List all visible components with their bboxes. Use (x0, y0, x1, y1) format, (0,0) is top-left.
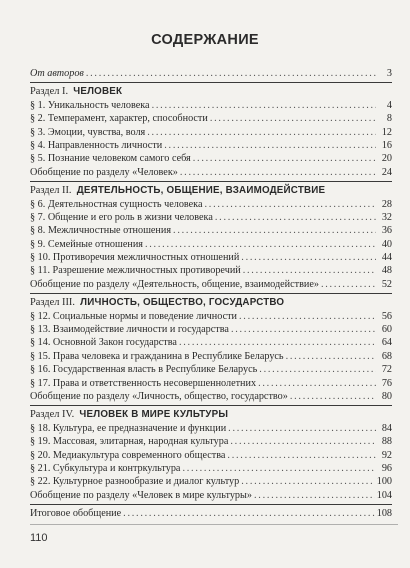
dot-leader (228, 422, 376, 435)
toc-entry-page: 12 (381, 126, 392, 138)
dot-leader (173, 224, 376, 237)
toc-entry-label: § 15. Права человека и гражданина в Республике Беларусь (30, 350, 284, 362)
dot-leader (243, 264, 376, 277)
dot-leader (145, 238, 376, 251)
page-title: СОДЕРЖАНИЕ (151, 32, 259, 48)
toc-entry-label: От авторов (30, 68, 84, 79)
dot-leader (258, 377, 376, 390)
dot-leader (241, 475, 374, 488)
dot-leader (164, 139, 376, 152)
toc-entry[interactable] (30, 449, 392, 462)
toc-entry[interactable] (30, 198, 392, 211)
section-heading (30, 408, 392, 421)
toc-entry[interactable] (30, 475, 392, 488)
toc-entry-label: § 20. Медиакультура современного общества (30, 449, 226, 461)
toc-entry-page: 28 (381, 198, 392, 210)
toc-entry-label: § 3. Эмоции, чувства, воля (30, 126, 146, 138)
toc-entry[interactable] (30, 390, 392, 403)
section-divider (30, 405, 392, 406)
toc-entry[interactable] (30, 377, 392, 390)
section-prefix: Раздел I. (30, 86, 69, 98)
toc-entry[interactable] (30, 278, 392, 291)
dot-leader (231, 323, 376, 336)
toc-entry-page: 100 (376, 476, 392, 488)
toc-entry-label: § 4. Направленность личности (30, 139, 163, 151)
toc-entry[interactable] (30, 489, 392, 502)
toc-entry-label: § 11. Разрешение межличностных противоречий (30, 265, 241, 277)
page-number: 110 (30, 532, 48, 544)
toc-entry-page: 3 (386, 68, 392, 79)
toc-entry[interactable] (30, 462, 392, 475)
dot-leader (215, 211, 376, 224)
toc-entry-label: Итоговое обобщение (30, 508, 122, 520)
dot-leader (152, 99, 376, 112)
toc-entry[interactable] (30, 152, 392, 165)
toc-entry-page: 40 (381, 238, 392, 250)
toc-entry-label: § 2. Темперамент, характер, способности (30, 113, 208, 125)
toc-entry-page: 8 (386, 113, 392, 125)
dot-leader (227, 449, 376, 462)
toc-entry-label: § 7. Общение и его роль в жизни человека (30, 211, 213, 223)
toc-entry[interactable] (30, 336, 392, 349)
toc-entry[interactable] (30, 422, 392, 435)
toc-entry[interactable] (30, 211, 392, 224)
section-divider (30, 293, 392, 294)
section-title: ЧЕЛОВЕК (73, 86, 123, 98)
toc-entry-label: Обобщение по разделу «Человек в мире культуры» (30, 489, 252, 501)
toc-entry-page: 60 (381, 324, 392, 336)
toc-entry-label: § 12. Социальные нормы и поведение личности (30, 310, 237, 322)
toc-entry-page: 64 (381, 337, 392, 349)
toc-entry-label: § 14. Основной Закон государства (30, 337, 177, 349)
toc-entry-final[interactable] (30, 507, 392, 520)
toc-entry-page: 76 (381, 377, 392, 389)
toc-entry-page: 84 (381, 422, 392, 434)
dot-leader (241, 251, 376, 264)
dot-leader (259, 363, 376, 376)
toc-entry-label: § 19. Массовая, элитарная, народная культура (30, 436, 229, 448)
dot-leader (210, 112, 376, 125)
toc-entry-page: 80 (381, 390, 392, 402)
section-heading (30, 296, 392, 309)
toc-entry-label: Обобщение по разделу «Деятельность, общение, взаимодействие» (30, 278, 319, 290)
section-title: ЧЕЛОВЕК В МИРЕ КУЛЬТУРЫ (79, 409, 229, 421)
toc-entry-label: § 13. Взаимодействие личности и государства (30, 324, 229, 336)
dot-leader (147, 126, 376, 139)
toc-entry-page: 72 (381, 364, 392, 376)
toc-entry[interactable] (30, 264, 392, 277)
dot-leader (86, 67, 376, 80)
dot-leader (193, 152, 376, 165)
dot-leader (239, 310, 376, 323)
toc-entry-page: 36 (381, 225, 392, 237)
toc-entry-page: 108 (376, 508, 392, 520)
toc-entry-label: § 9. Семейные отношения (30, 238, 143, 250)
toc-entry-page: 32 (381, 211, 392, 223)
dot-leader (123, 507, 375, 520)
footer-divider (30, 524, 398, 525)
toc-entry-page: 16 (381, 139, 392, 151)
section-title: ДЕЯТЕЛЬНОСТЬ, ОБЩЕНИЕ, ВЗАИМОДЕЙСТВИЕ (76, 185, 326, 197)
toc-entry-page: 88 (381, 436, 392, 448)
dot-leader (286, 350, 376, 363)
section-title: ЛИЧНОСТЬ, ОБЩЕСТВО, ГОСУДАРСТВО (80, 297, 285, 309)
dot-leader (182, 462, 376, 475)
toc-entry-page: 52 (381, 278, 392, 290)
section-prefix: Раздел II. (30, 185, 72, 197)
toc-entry[interactable] (30, 363, 392, 376)
dot-leader (321, 278, 376, 291)
toc-entry-label: § 6. Деятельностная сущность человека (30, 198, 203, 210)
section-divider (30, 82, 392, 83)
dot-leader (290, 390, 376, 403)
section-prefix: Раздел III. (30, 297, 75, 309)
toc-entry-page: 48 (381, 265, 392, 277)
toc-entry-intro[interactable] (30, 67, 392, 80)
section-prefix: Раздел IV. (30, 409, 75, 421)
toc-entry-label: § 17. Права и ответственность несовершеннолетних (30, 377, 257, 389)
toc-entry-label: § 8. Межличностные отношения (30, 225, 172, 237)
toc-entry[interactable] (30, 99, 392, 112)
dot-leader (230, 435, 376, 448)
toc-entry[interactable] (30, 238, 392, 251)
section-divider (30, 181, 392, 182)
toc-entry-label: § 10. Противоречия межличностных отношений (30, 252, 240, 264)
toc-entry-page: 4 (386, 99, 392, 111)
section-heading (30, 184, 392, 197)
toc-entry[interactable] (30, 435, 392, 448)
toc-entry[interactable] (30, 224, 392, 237)
toc-entry-label: § 21. Субкультура и контркультура (30, 462, 181, 474)
toc-entry[interactable] (30, 350, 392, 363)
toc-entry-page: 56 (381, 310, 392, 322)
toc-entry-label: § 16. Государственная власть в Республике Беларусь (30, 364, 258, 376)
toc-entry-page: 104 (376, 489, 392, 501)
toc-entry-page: 24 (381, 166, 392, 178)
table-of-contents (30, 67, 392, 521)
dot-leader (179, 336, 376, 349)
toc-entry-page: 96 (381, 462, 392, 474)
toc-entry-label: Обобщение по разделу «Личность, общество, государство» (30, 390, 288, 402)
toc-entry[interactable] (30, 310, 392, 323)
toc-entry-page: 20 (381, 153, 392, 165)
toc-entry-label: § 18. Культура, ее предназначение и функции (30, 422, 227, 434)
toc-entry[interactable] (30, 112, 392, 125)
toc-entry[interactable] (30, 166, 392, 179)
toc-entry[interactable] (30, 251, 392, 264)
toc-entry-page: 92 (381, 449, 392, 461)
toc-entry[interactable] (30, 323, 392, 336)
section-heading (30, 85, 392, 98)
toc-entry-page: 68 (381, 350, 392, 362)
dot-leader (254, 489, 375, 502)
toc-entry-label: Обобщение по разделу «Человек» (30, 166, 178, 178)
toc-entry[interactable] (30, 126, 392, 139)
toc-entry-label: § 22. Культурное разнообразие и диалог культур (30, 476, 240, 488)
toc-entry-label: § 1. Уникальность человека (30, 99, 150, 111)
toc-entry-label: § 5. Познание человеком самого себя (30, 153, 191, 165)
toc-entry[interactable] (30, 139, 392, 152)
dot-leader (205, 198, 377, 211)
dot-leader (180, 166, 376, 179)
toc-entry-page: 44 (381, 252, 392, 264)
